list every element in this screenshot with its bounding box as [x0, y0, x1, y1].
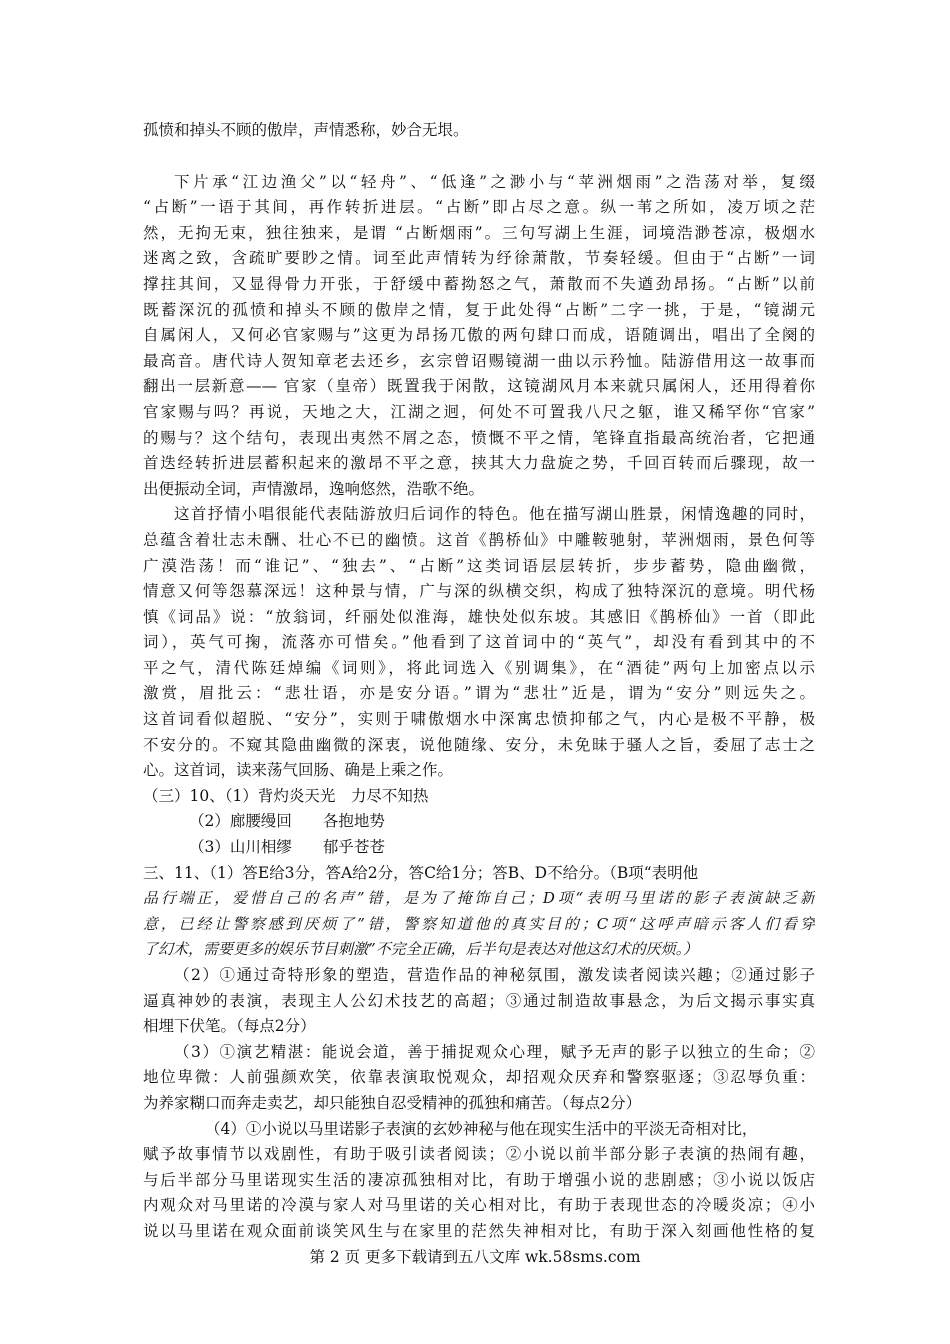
paragraph	[143, 118, 815, 144]
text-line: （4）①小说以马里诺影子表演的玄妙神秘与他在现实生活中的平淡无奇相对比，	[205, 1119, 758, 1138]
text-line: 既蓄深沉的孤愤和掉头不顾的傲岸之情，复于此处得“占断”二字一挑，于是，“镜湖元	[143, 300, 815, 319]
text-line: （2）廊腰缦回 各抱地势	[189, 812, 385, 831]
text-line: 词），英气可掬，流落亦可惜矣。”他看到了这首词中的“英气”，却没有看到其中的不	[143, 633, 815, 652]
paragraph	[143, 835, 815, 861]
paragraph	[143, 963, 815, 1040]
document-body	[143, 118, 815, 1245]
text-line: 这首抒情小唱很能代表陆游放归后词作的特色。他在描写湖山胜景，闲情逸趣的同时，	[174, 505, 815, 524]
text-line: 情意又何等怨慕深远！这种景与情，广与深的纵横交织，构成了独特深沉的意境。明代杨	[143, 582, 815, 601]
text-line: 平之气，清代陈廷焯编《词则》，将此词选入《别调集》，在“酒徒”两句上加密点以示	[143, 658, 815, 677]
blank-line	[143, 144, 815, 170]
text-line: 撑拄其间，又显得骨力开张，于舒缓中蓄拗怒之气，萧散而不失遒劲昂扬。“占断”以前	[143, 274, 815, 293]
page-footer: 第 2 页 更多下载请到五八文库 wk.58sms.com	[309, 1248, 641, 1266]
text-line: 赋予故事情节以戏剧性，有助于吸引读者阅读；②小说以前半部分影子表演的热闹有趣，	[143, 1145, 815, 1164]
text-line: 说以马里诺在观众面前谈笑风生与在家里的茫然失神相对比，有助于深入刻画他性格的复	[143, 1221, 815, 1240]
text-line: 广漠浩荡！而“谁记”、“独去”、“占断”这类词语层层转折，步步蓄势，隐曲幽微，	[143, 556, 815, 575]
text-line: （2）①通过奇特形象的塑造，营造作品的神秘氛围，激发读者阅读兴趣；②通过影子	[174, 966, 815, 984]
paragraph	[143, 502, 815, 784]
text-line: 最高音。唐代诗人贺知章老去还乡，玄宗曾诏赐镜湖一曲以示矜恤。陆游借用这一故事而	[143, 351, 815, 370]
text-line: 逼真神妙的表演，表现主人公幻术技艺的高超；③通过制造故事悬念，为后文揭示事实真	[143, 991, 815, 1010]
text-line: 不安分的。不窥其隐曲幽微的深衷，说他随缘、安分，未免昧于骚人之旨，委屈了志士之	[143, 735, 815, 754]
paragraph	[143, 861, 815, 887]
text-line: 迷离之致，含疏旷要眇之情。词至此声情转为纾徐萧散，节奏轻缓。但由于“占断”一词	[143, 249, 815, 268]
text-line: 激赏，眉批云：“悲壮语，亦是安分语。”谓为“悲壮”近是，谓为“安分”则远失之。	[143, 684, 815, 703]
text-line: 的赐与？这个结句，表现出夷然不屑之态，愤慨不平之情，笔锋直指最高统治者，它把通	[143, 428, 815, 447]
paragraph	[143, 784, 815, 810]
paragraph	[143, 1142, 815, 1244]
text-line: 自属闲人，又何必官家赐与”这更为昂扬兀傲的两句肆口而成，语随调出，唱出了全阕的	[143, 326, 815, 345]
text-line: 地位卑微：人前强颜欢笑，依靠表演取悦观众，却招观众厌弃和警察驱逐；③忍辱负重：	[143, 1068, 815, 1087]
text-line: 然，无拘无束，独往独来，是谓 “占断烟雨”。三句写湖上生涯，词境浩渺苍凉，极烟水	[143, 223, 815, 242]
text-line: 相埋下伏笔。（每点2分）	[143, 1017, 316, 1036]
text-line: 了幻术，需要更多的娱乐节目刺激”不完全正确，后半句是表达对他这幻术的厌烦。）	[143, 940, 699, 959]
text-line: 翻出一层新意—— 官家（皇帝）既置我于闲散，这镜湖风月本来就只属闲人，还用得着你	[143, 377, 815, 396]
paragraph	[143, 1117, 815, 1143]
paragraph	[143, 886, 815, 963]
text-line: 慎《词品》说：“放翁词，纤丽处似淮海，雄快处似东坡。其感旧《鹊桥仙》一首（即此	[143, 607, 815, 626]
text-line: 意，已经让警察感到厌烦了”错，警察知道他的真实目的；C项“这呼声暗示客人们看穿	[143, 914, 815, 933]
text-line: 品行端正，爱惜自己的名声”错，是为了掩饰自己；D项“表明马里诺的影子表演缺乏新	[143, 889, 815, 908]
text-line: 为养家糊口而奔走卖艺，却只能独自忍受精神的孤独和痛苦。（每点2分）	[143, 1093, 642, 1112]
text-line: 出便振动全词，声情激昂，逸响悠然，浩歌不绝。	[143, 479, 485, 498]
text-line: 官家赐与吗？再说，天地之大，江湖之迥，何处不可置我八尺之躯，谁又稀罕你“官家”	[143, 402, 815, 421]
text-line: 首迭经转折进层蓄积起来的激昂不平之意，挟其大力盘旋之势，千回百转而后骤现，故一	[143, 454, 815, 473]
paragraph	[143, 170, 815, 503]
text-line: “占断”一语于其间，再作转折进层。“占断”即占尽之意。纵一苇之所如，凌万顷之茫	[143, 198, 815, 217]
text-line: 心。这首词，读来荡气回肠、确是上乘之作。	[143, 761, 454, 780]
text-line: （3）①演艺精湛：能说会道，善于捕捉观众心理，赋予无声的影子以独立的生命；②	[174, 1042, 815, 1061]
text-line: 这首词看似超脱、“安分”，实则于啸傲烟水中深寓忠愤抑郁之气，内心是极不平静，极	[143, 710, 815, 729]
text-line: 下片承“江边渔父”以“轻舟”、“低逢”之渺小与“苹洲烟雨”之浩荡对举，复缀	[174, 172, 815, 191]
text-line: 三、11、（1）答E给3分，答A给2分，答C给1分；答B、D不给分。（B项“表明他	[143, 863, 699, 882]
text-line: （3）山川相缪 郁乎苍苍	[189, 838, 385, 857]
text-line: （三）10、（1）背灼炎天光 力尽不知热	[143, 786, 429, 805]
text-line: 总蕴含着壮志未酬、壮心不已的幽愤。这首《鹊桥仙》中雕鞍驰射，苹洲烟雨，景色何等	[143, 530, 815, 549]
text-line: 与后半部分马里诺现实生活的凄凉孤独相对比，有助于增强小说的悲剧感；③小说以饭店	[143, 1170, 815, 1189]
text-line: 孤愤和掉头不顾的傲岸，声情悉称，妙合无垠。	[143, 121, 469, 139]
paragraph	[143, 809, 815, 835]
text-line: 内观众对马里诺的冷漠与家人对马里诺的关心相对比，有助于表现世态的冷暖炎凉；④小	[143, 1196, 815, 1215]
paragraph	[143, 1040, 815, 1117]
